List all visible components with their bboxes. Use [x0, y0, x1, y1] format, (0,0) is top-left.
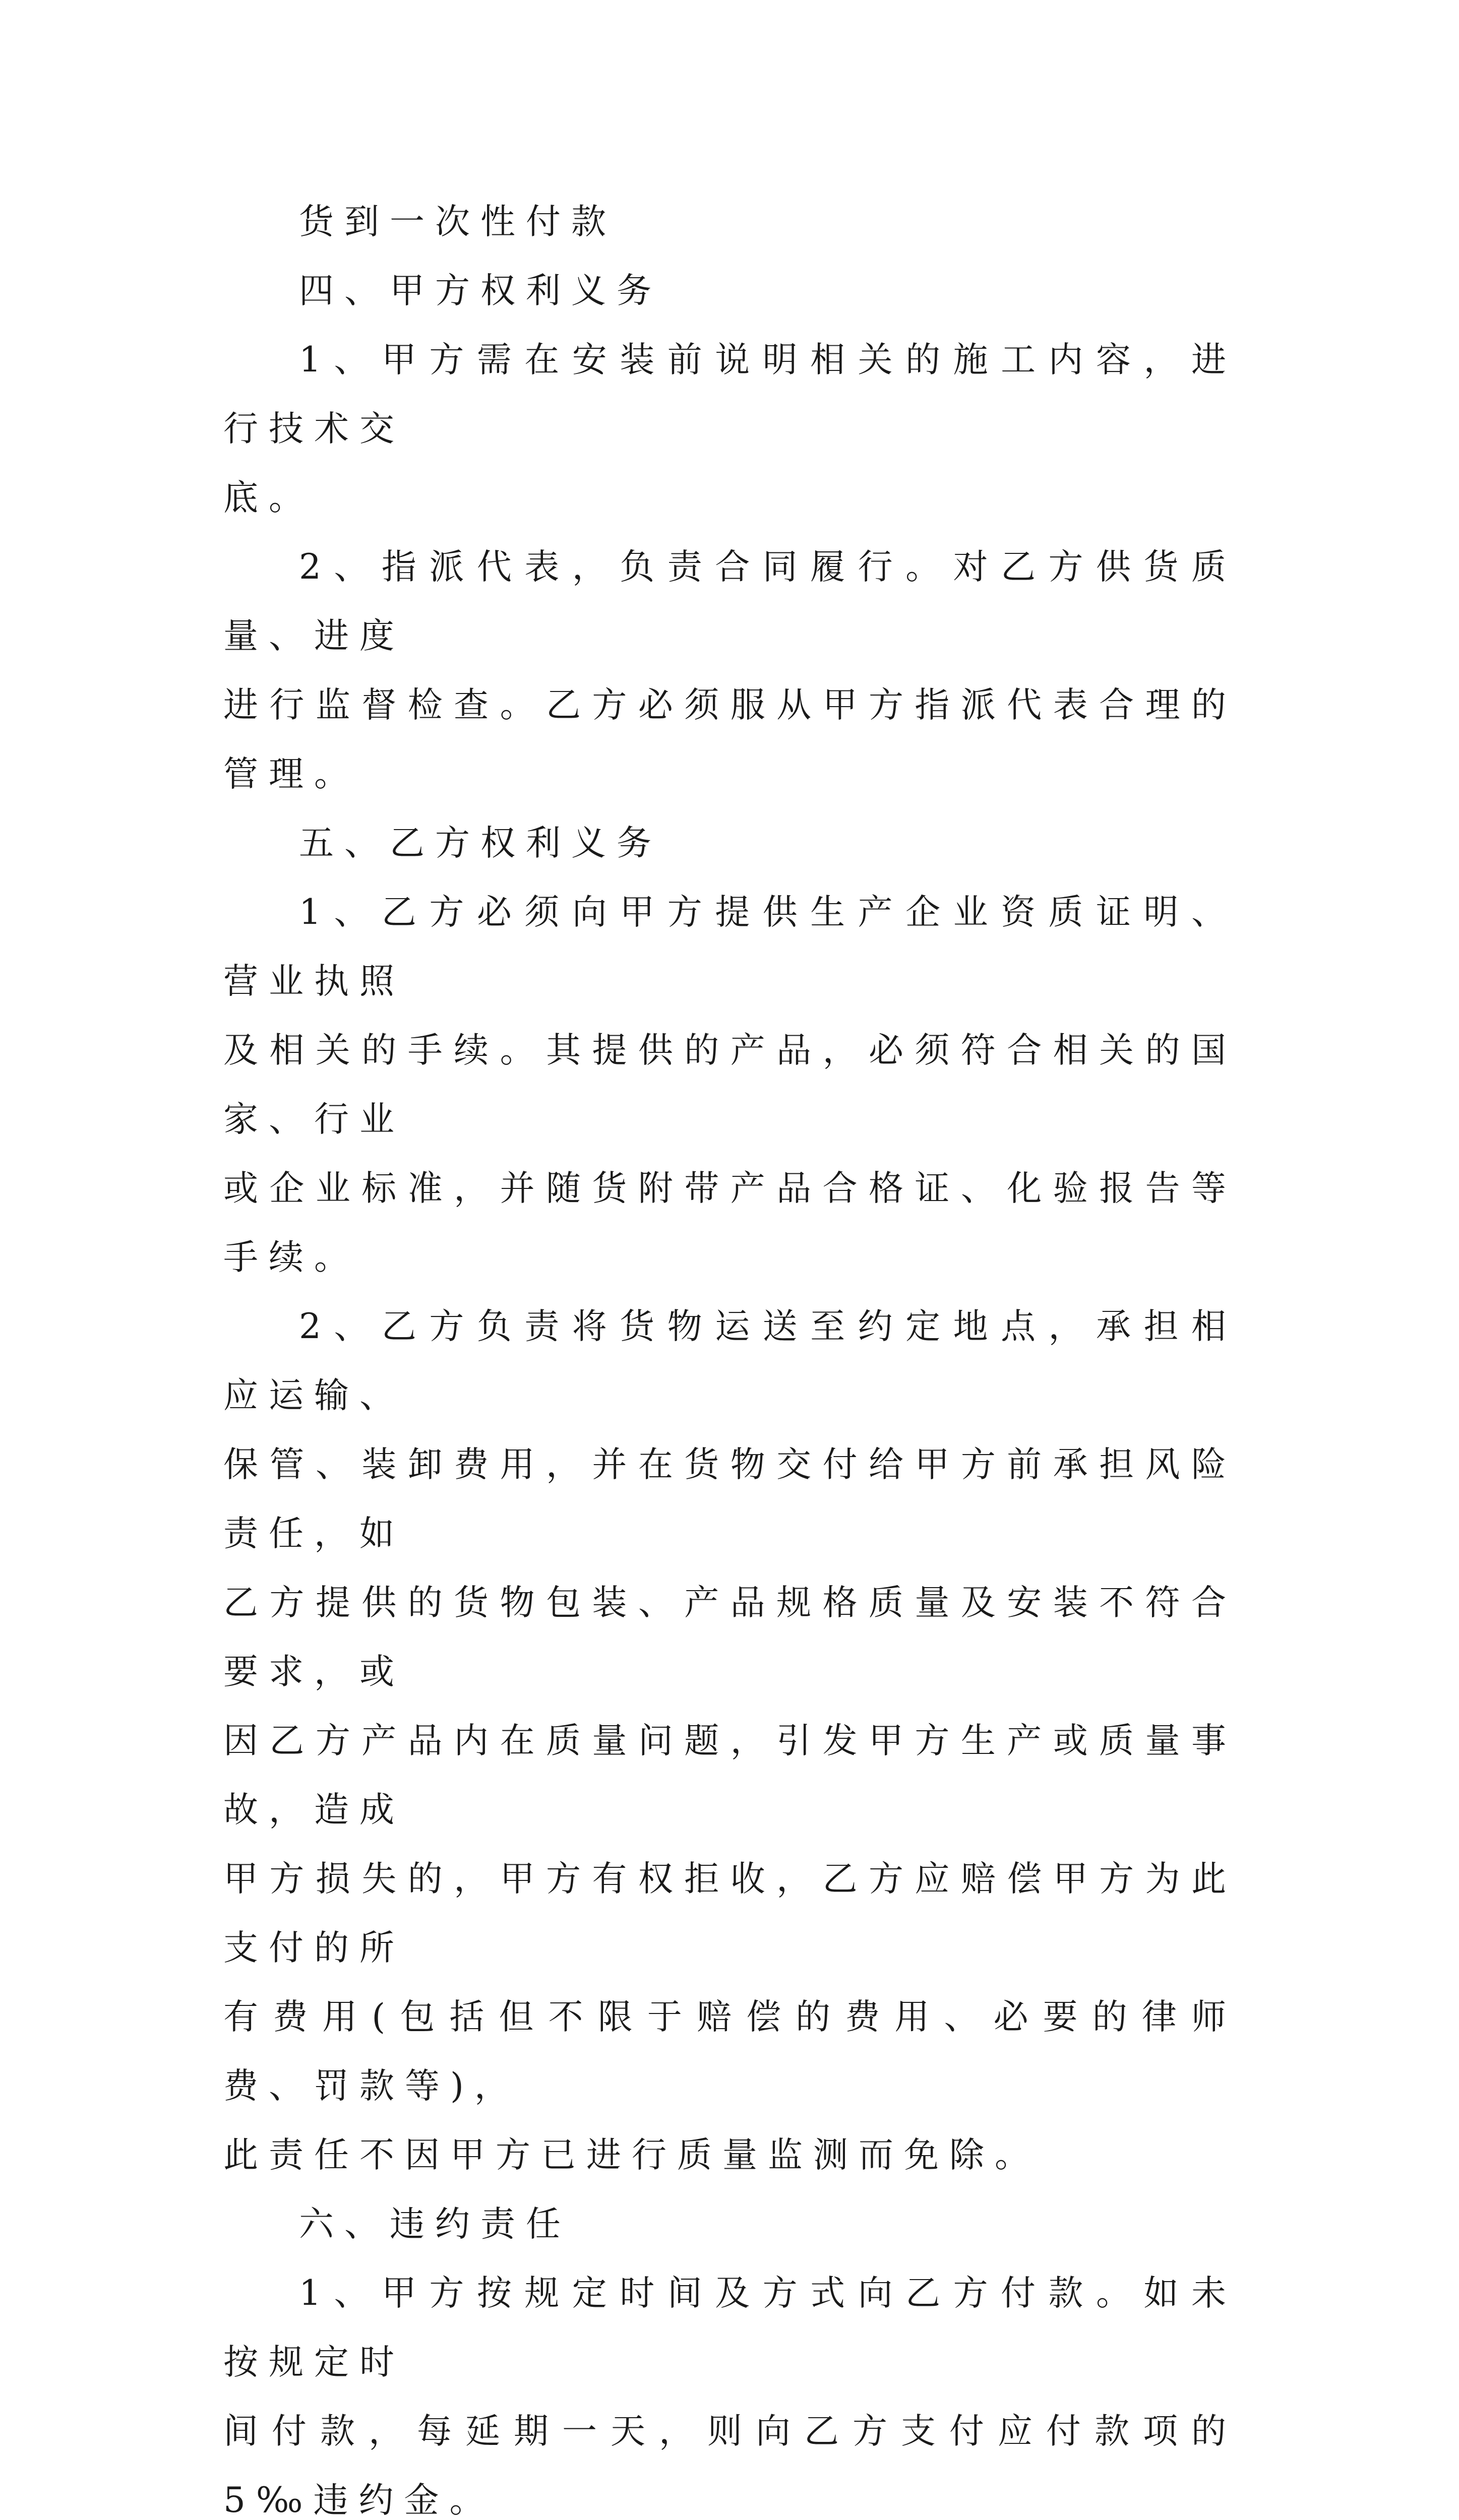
text-line: 进行监督检查。乙方必须服从甲方指派代表合理的管理。: [223, 685, 1237, 794]
text-line: 货到一次性付款: [299, 202, 617, 242]
text-line: 2、乙方负责将货物运送至约定地点，承担相应运输、: [223, 1306, 1237, 1416]
text-line: 六、违约责任: [299, 2204, 571, 2244]
text-line: 2、指派代表，负责合同履行。对乙方供货质量、进度: [223, 547, 1237, 656]
text-line: 或企业标准，并随货附带产品合格证、化验报告等手续。: [223, 1168, 1237, 1278]
text-line: 1、甲方需在安装前说明相关的施工内容，进行技术交: [223, 340, 1237, 449]
document-body: [223, 187, 1237, 2520]
text-line: 四、甲方权利义务: [299, 271, 662, 311]
text-line: 乙方提供的货物包装、产品规格质量及安装不符合要求，或: [223, 1583, 1237, 1692]
paragraph-party-b-clause-2: [223, 1292, 1237, 2190]
text-line: 1、甲方按规定时间及方式向乙方付款。如未按规定时: [223, 2273, 1237, 2382]
paragraph-party-b-clause-1: [223, 878, 1237, 1292]
text-line: 1、乙方必须向甲方提供生产企业资质证明、营业执照: [223, 892, 1237, 1001]
paragraph-party-a-clause-2: [223, 533, 1237, 809]
paragraph-liability-clause-1: [223, 2259, 1237, 2520]
section-heading-liability: [223, 2190, 1237, 2259]
text-line: 五、乙方权利义务: [299, 823, 662, 863]
text-line: 底。: [223, 478, 314, 518]
text-line: 及相关的手续。其提供的产品，必须符合相关的国家、行业: [223, 1030, 1237, 1140]
section-heading-party-a-rights: [223, 257, 1237, 326]
text-line: 间付款，每延期一天，则向乙方支付应付款项的5‰违约金。: [223, 2411, 1237, 2520]
text-line: 保管、装卸费用，并在货物交付给甲方前承担风险责任，如: [223, 1444, 1237, 1554]
section-heading-party-b-rights: [223, 809, 1237, 878]
text-line: 甲方损失的，甲方有权拒收，乙方应赔偿甲方为此支付的所: [223, 1859, 1237, 1968]
text-line: 此责任不因甲方已进行质量监测而免除。: [223, 2135, 1040, 2175]
text-line: 因乙方产品内在质量问题，引发甲方生产或质量事故，造成: [223, 1721, 1237, 1830]
paragraph-party-a-clause-1: [223, 326, 1237, 533]
text-line: 有费用(包括但不限于赔偿的费用、必要的律师费、罚款等)，: [223, 1997, 1237, 2106]
paragraph-payment-terms: [223, 187, 1237, 257]
